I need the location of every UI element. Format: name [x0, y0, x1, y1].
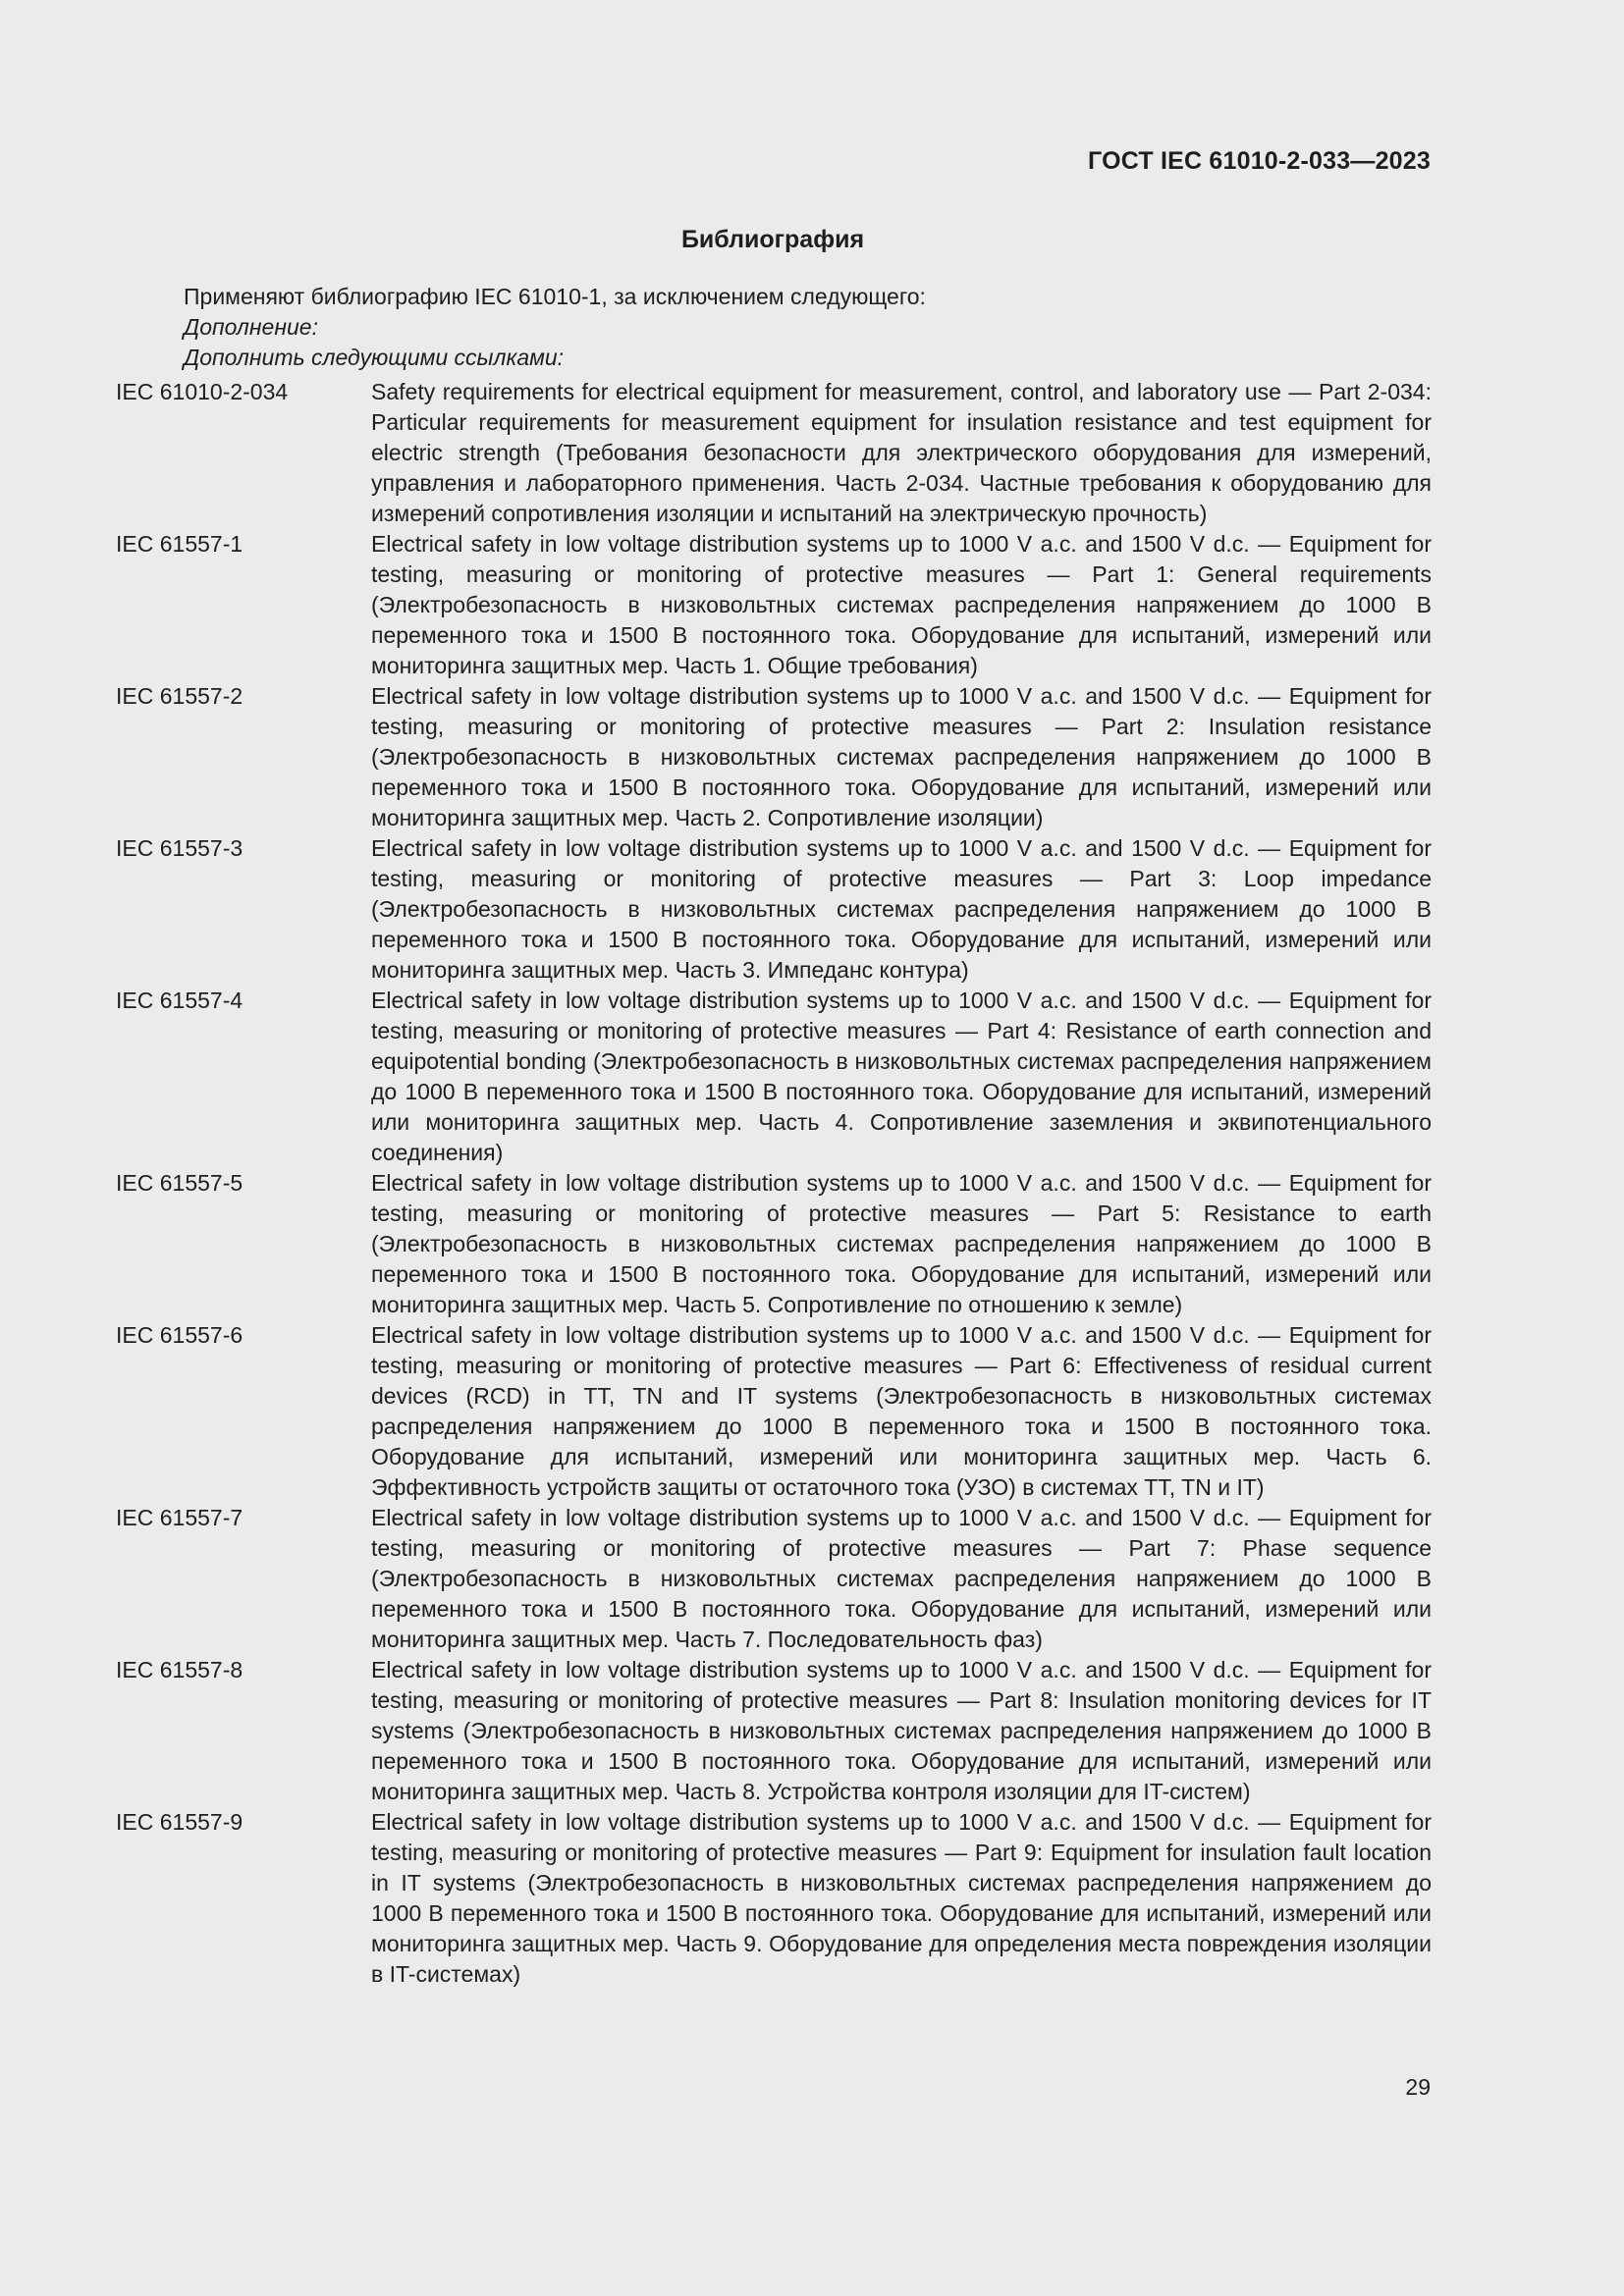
reference-code: IEC 61557-6: [116, 1322, 244, 1348]
reference-entry: [116, 377, 1432, 529]
reference-code: IEC 61557-1: [116, 531, 244, 557]
reference-description: Electrical safety in low voltage distribution systems up to 1000 V a.c. and 1500 V d.c. — Equipment for testing, measuring or monitoring of protective measures — Part 6: Effectiveness of residual current devices (RCD) in TT, TN and IT systems (Электробезопасность в низковольтных системах распределения напряжением до 1000 В переменного тока и 1500 В постоянного тока. Оборудование для испытаний, измерений или мониторинга защитных мер. Часть 6. Эффективность устройств защиты от остаточного тока (УЗО) в системах TT, TN и IT): [371, 1322, 1432, 1500]
reference-description: Electrical safety in low voltage distribution systems up to 1000 V a.c. and 1500 V d.c. — Equipment for testing, measuring or monitoring of protective measures — Part 8: Insulation monitoring devices for IT systems (Электробезопасность в низковольтных системах распределения напряжением до 1000 В переменного тока и 1500 В постоянного тока. Оборудование для испытаний, измерений или мониторинга защитных мер. Часть 8. Устройства контроля изоляции для IT-систем): [371, 1657, 1432, 1804]
reference-entry: [116, 986, 1432, 1168]
page-title: Библиография: [680, 226, 865, 253]
reference-entry: [116, 833, 1432, 986]
reference-description: Electrical safety in low voltage distribution systems up to 1000 V a.c. and 1500 V d.c. — Equipment for testing, measuring or monitoring of protective measures — Part 1: General requirements (Электробезопасность в низковольтных системах распределения напряжением до 1000 В переменного тока и 1500 В постоянного тока. Оборудование для испытаний, измерений или мониторинга защитных мер. Часть 1. Общие требования): [371, 531, 1432, 678]
reference-entry: [116, 1655, 1432, 1807]
reference-description: Electrical safety in low voltage distribution systems up to 1000 V a.c. and 1500 V d.c. — Equipment for testing, measuring or monitoring of protective measures — Part 5: Resistance to earth (Электробезопасность в низковольтных системах распределения напряжением до 1000 В переменного тока и 1500 В постоянного тока. Оборудование для испытаний, измерений или мониторинга защитных мер. Часть 5. Сопротивление по отношению к земле): [371, 1170, 1432, 1317]
reference-entry: [116, 1168, 1432, 1320]
reference-entry: [116, 529, 1432, 681]
supplement-label: Дополнение:: [184, 314, 318, 340]
reference-description: Safety requirements for electrical equipment for measurement, control, and laboratory use — Part 2-034: Particular requirements for measurement equipment for insulation resistance and test equipment for electric strength (Требования безопасности для электрического оборудования для измерений, управления и лабораторного применения. Часть 2-034. Частные требования к оборудованию для измерений сопротивления изоляции и испытаний на электрическую прочность): [371, 379, 1432, 526]
page-number: 29: [1405, 2074, 1431, 2100]
reference-code: IEC 61557-9: [116, 1809, 244, 1835]
reference-description: Electrical safety in low voltage distribution systems up to 1000 V a.c. and 1500 V d.c. — Equipment for testing, measuring or monitoring of protective measures — Part 3: Loop impedance (Электробезопасность в низковольтных системах распределения напряжением до 1000 В переменного тока и 1500 В постоянного тока. Оборудование для испытаний, измерений или мониторинга защитных мер. Часть 3. Импеданс контура): [371, 835, 1432, 983]
reference-entry: [116, 1807, 1432, 1990]
reference-code: IEC 61557-7: [116, 1505, 244, 1530]
reference-code: IEC 61557-8: [116, 1657, 244, 1682]
standard-header: ГОСТ IEC 61010-2-033—2023: [1088, 147, 1431, 175]
reference-description: Electrical safety in low voltage distribution systems up to 1000 V a.c. and 1500 V d.c. — Equipment for testing, measuring or monitoring of protective measures — Part 7: Phase sequence (Электробезопасность в низковольтных системах распределения напряжением до 1000 В переменного тока и 1500 В постоянного тока. Оборудование для испытаний, измерений или мониторинга защитных мер. Часть 7. Последовательность фаз): [371, 1505, 1432, 1652]
reference-entry: [116, 1503, 1432, 1655]
reference-description: Electrical safety in low voltage distribution systems up to 1000 V a.c. and 1500 V d.c. — Equipment for testing, measuring or monitoring of protective measures — Part 4: Resistance of earth connection and equipotential bonding (Электробезопасность в низковольтных системах распределения напряжением до 1000 В переменного тока и 1500 В постоянного тока. Оборудование для испытаний, измерений или мониторинга защитных мер. Часть 4. Сопротивление заземления и эквипотенциального соединения): [371, 988, 1432, 1165]
reference-description: Electrical safety in low voltage distribution systems up to 1000 V a.c. and 1500 V d.c. — Equipment for testing, measuring or monitoring of protective measures — Part 9: Equipment for insulation fault location in IT systems (Электробезопасность в низковольтных системах распределения напряжением до 1000 В переменного тока и 1500 В постоянного тока. Оборудование для испытаний, измерений или мониторинга защитных мер. Часть 9. Оборудование для определения места повреждения изоляции в IT-системах): [371, 1809, 1432, 1987]
reference-entry: [116, 1320, 1432, 1503]
reference-code: IEC 61557-3: [116, 835, 244, 861]
intro-block: [184, 282, 926, 373]
reference-description: Electrical safety in low voltage distribution systems up to 1000 V a.c. and 1500 V d.c. — Equipment for testing, measuring or monitoring of protective measures — Part 2: Insulation resistance (Электробезопасность в низковольтных системах распределения напряжением до 1000 В переменного тока и 1500 В постоянного тока. Оборудование для испытаний, измерений или мониторинга защитных мер. Часть 2. Сопротивление изоляции): [371, 683, 1432, 830]
reference-code: IEC 61557-5: [116, 1170, 244, 1196]
reference-code: IEC 61557-4: [116, 988, 244, 1013]
reference-list: [116, 377, 1432, 1990]
reference-code: IEC 61010-2-034: [116, 379, 289, 404]
intro-line: Применяют библиографию IEC 61010-1, за исключением следующего:: [184, 284, 926, 309]
reference-code: IEC 61557-2: [116, 683, 244, 709]
supplement-instruction: Дополнить следующими ссылками:: [184, 345, 565, 370]
reference-entry: [116, 681, 1432, 833]
